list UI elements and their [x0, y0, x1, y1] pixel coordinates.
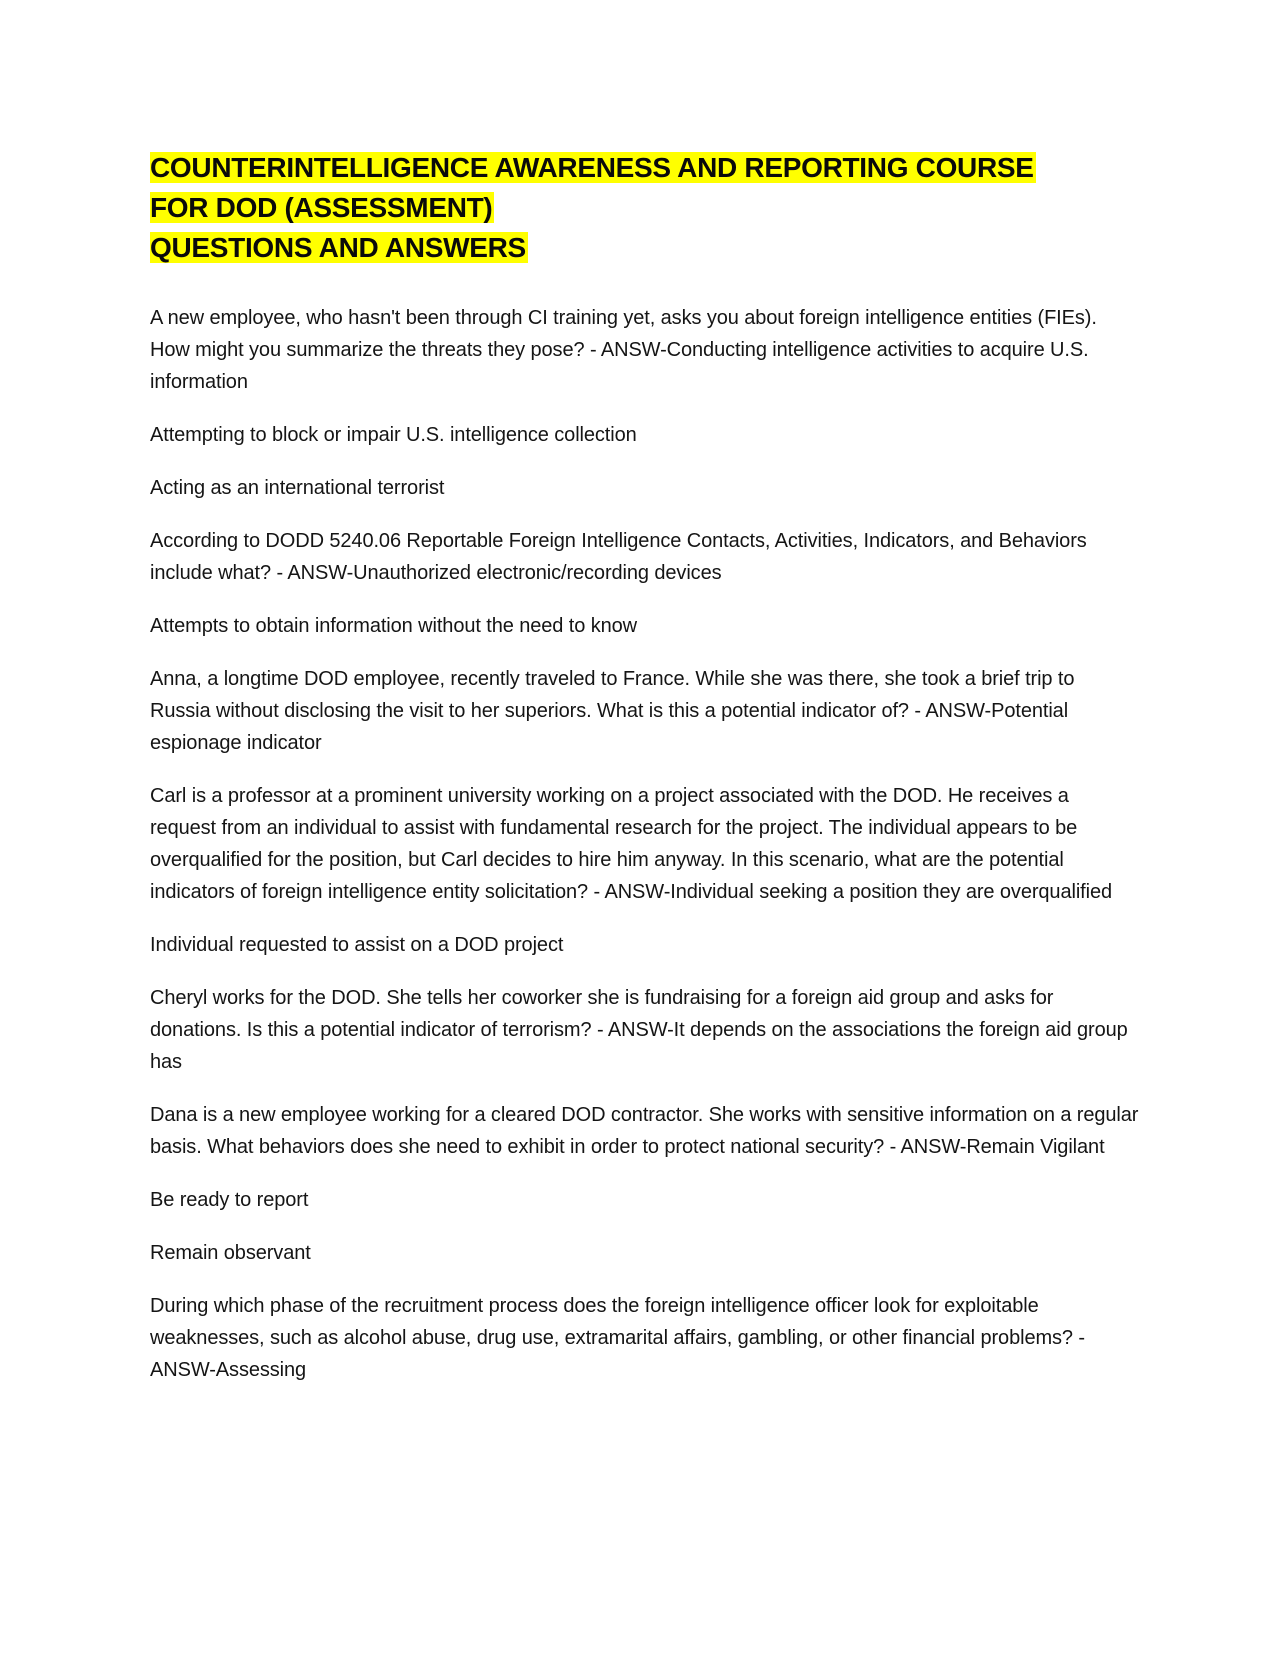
title-line-1 [150, 148, 1140, 188]
paragraph-2: Attempting to block or impair U.S. intelligence collection [150, 424, 637, 446]
paragraph-13: During which phase of the recruitment process does the foreign intelligence officer look for exploitable weaknesses, such as alcohol abuse, drug use, extramarital affairs, gambling, or other financial problems? - ANSW-Assessing [150, 1295, 1085, 1381]
paragraph-3: Acting as an international terrorist [150, 477, 445, 499]
paragraph-8: Individual requested to assist on a DOD project [150, 934, 564, 956]
title-line-3 [150, 228, 1140, 268]
title-text-2: FOR DOD (ASSESSMENT) [150, 192, 493, 223]
paragraph-7: Carl is a professor at a prominent university working on a project associated with the DOD. He receives a request from an individual to assist with fundamental research for the project. The individual appears to be overqualified for the position, but Carl decides to hire him anyway. In this scenario, what are the potential indicators of foreign intelligence entity solicitation? - ANSW-Individual seeking a position they are overqualified [150, 785, 1113, 903]
title-line-2 [150, 188, 1140, 228]
paragraph-12: Remain observant [150, 1242, 311, 1264]
paragraph-4: According to DODD 5240.06 Reportable Foreign Intelligence Contacts, Activities, Indicators, and Behaviors include what? - ANSW-Unauthorized electronic/recording devices [150, 530, 1087, 584]
paragraph-10: Dana is a new employee working for a cleared DOD contractor. She works with sensitive information on a regular basis. What behaviors does she need to exhibit in order to protect national security? - ANSW-Remain Vigilant [150, 1104, 1139, 1158]
paragraph-1: A new employee, who hasn't been through CI training yet, asks you about foreign intelligence entities (FIEs). How might you summarize the threats they pose? - ANSW-Conducting intelligence activities to acquire U.S. information [150, 307, 1097, 393]
paragraph-5: Attempts to obtain information without the need to know [150, 615, 638, 637]
paragraph-6: Anna, a longtime DOD employee, recently traveled to France. While she was there, she took a brief trip to Russia without disclosing the visit to her superiors. What is this a potential indicator of? - ANSW-Potential espionage indicator [150, 668, 1075, 754]
title-text-3: QUESTIONS AND ANSWERS [150, 232, 526, 263]
paragraph-11: Be ready to report [150, 1189, 309, 1211]
document-title [150, 148, 1140, 268]
document-page [150, 148, 1140, 1407]
title-text-1: COUNTERINTELLIGENCE AWARENESS AND REPORTING COURSE [150, 152, 1034, 183]
paragraph-9: Cheryl works for the DOD. She tells her coworker she is fundraising for a foreign aid group and asks for donations. Is this a potential indicator of terrorism? - ANSW-It depends on the associations the foreign aid group has [150, 987, 1128, 1073]
